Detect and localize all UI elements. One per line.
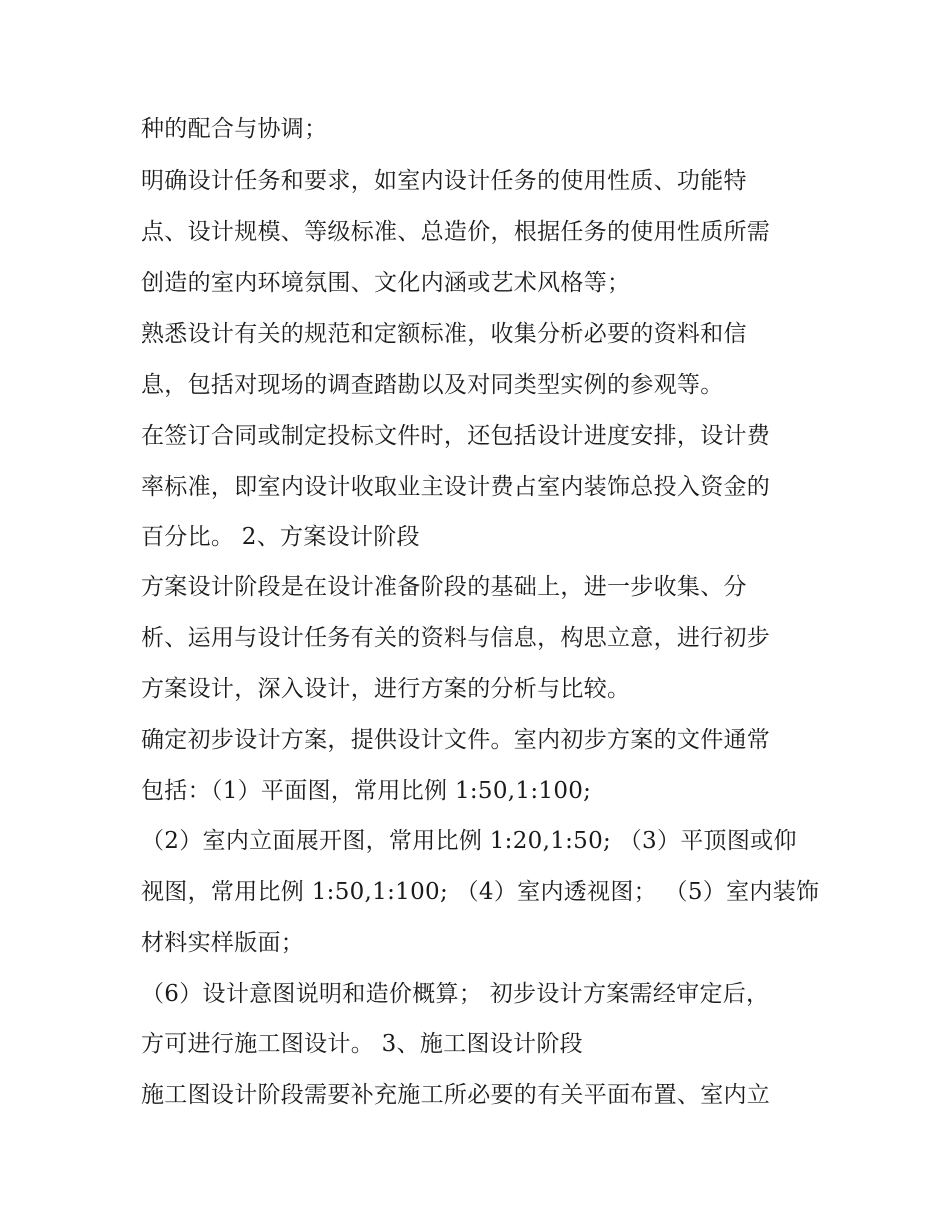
text-line: 包括：（1）平面图，常用比例 1:50,1:100; bbox=[141, 778, 592, 804]
text-line: 在签订合同或制定投标文件时，还包括设计进度安排，设计费 bbox=[141, 423, 771, 449]
text-line: 点、设计规模、等级标准、总造价，根据任务的使用性质所需 bbox=[141, 219, 771, 245]
text-line: （6）设计意图说明和造价概算； 初步设计方案需经审定后， bbox=[141, 981, 770, 1007]
text-line: 确定初步设计方案，提供设计文件。室内初步方案的文件通常 bbox=[141, 727, 771, 753]
text-line: 创造的室内环境氛围、文化内涵或艺术风格等； bbox=[141, 270, 631, 296]
text-line: 视图，常用比例 1:50,1:100; （4）室内透视图； （5）室内装饰 bbox=[141, 879, 820, 905]
text-line: 熟悉设计有关的规范和定额标准，收集分析必要的资料和信 bbox=[141, 321, 747, 347]
text-line: 方案设计阶段是在设计准备阶段的基础上，进一步收集、分 bbox=[141, 574, 747, 600]
text-line: 析、运用与设计任务有关的资料与信息，构思立意，进行初步 bbox=[141, 625, 771, 651]
text-line: 种的配合与协调； bbox=[141, 116, 328, 142]
text-line: 材料实样版面； bbox=[141, 930, 305, 956]
text-line: 明确设计任务和要求，如室内设计任务的使用性质、功能特 bbox=[141, 168, 747, 194]
text-line: （2）室内立面展开图，常用比例 1:20,1:50; （3）平顶图或仰 bbox=[141, 828, 797, 854]
text-line: 息，包括对现场的调查踏勘以及对同类型实例的参观等。 bbox=[141, 372, 724, 398]
text-line: 百分比。 2、方案设计阶段 bbox=[141, 524, 420, 550]
text-line: 方可进行施工图设计。 3、施工图设计阶段 bbox=[141, 1031, 583, 1057]
text-line: 施工图设计阶段需要补充施工所必要的有关平面布置、室内立 bbox=[141, 1082, 771, 1108]
text-line: 方案设计，深入设计，进行方案的分析与比较。 bbox=[141, 676, 631, 702]
text-line: 率标准，即室内设计收取业主设计费占室内装饰总投入资金的 bbox=[141, 474, 771, 500]
